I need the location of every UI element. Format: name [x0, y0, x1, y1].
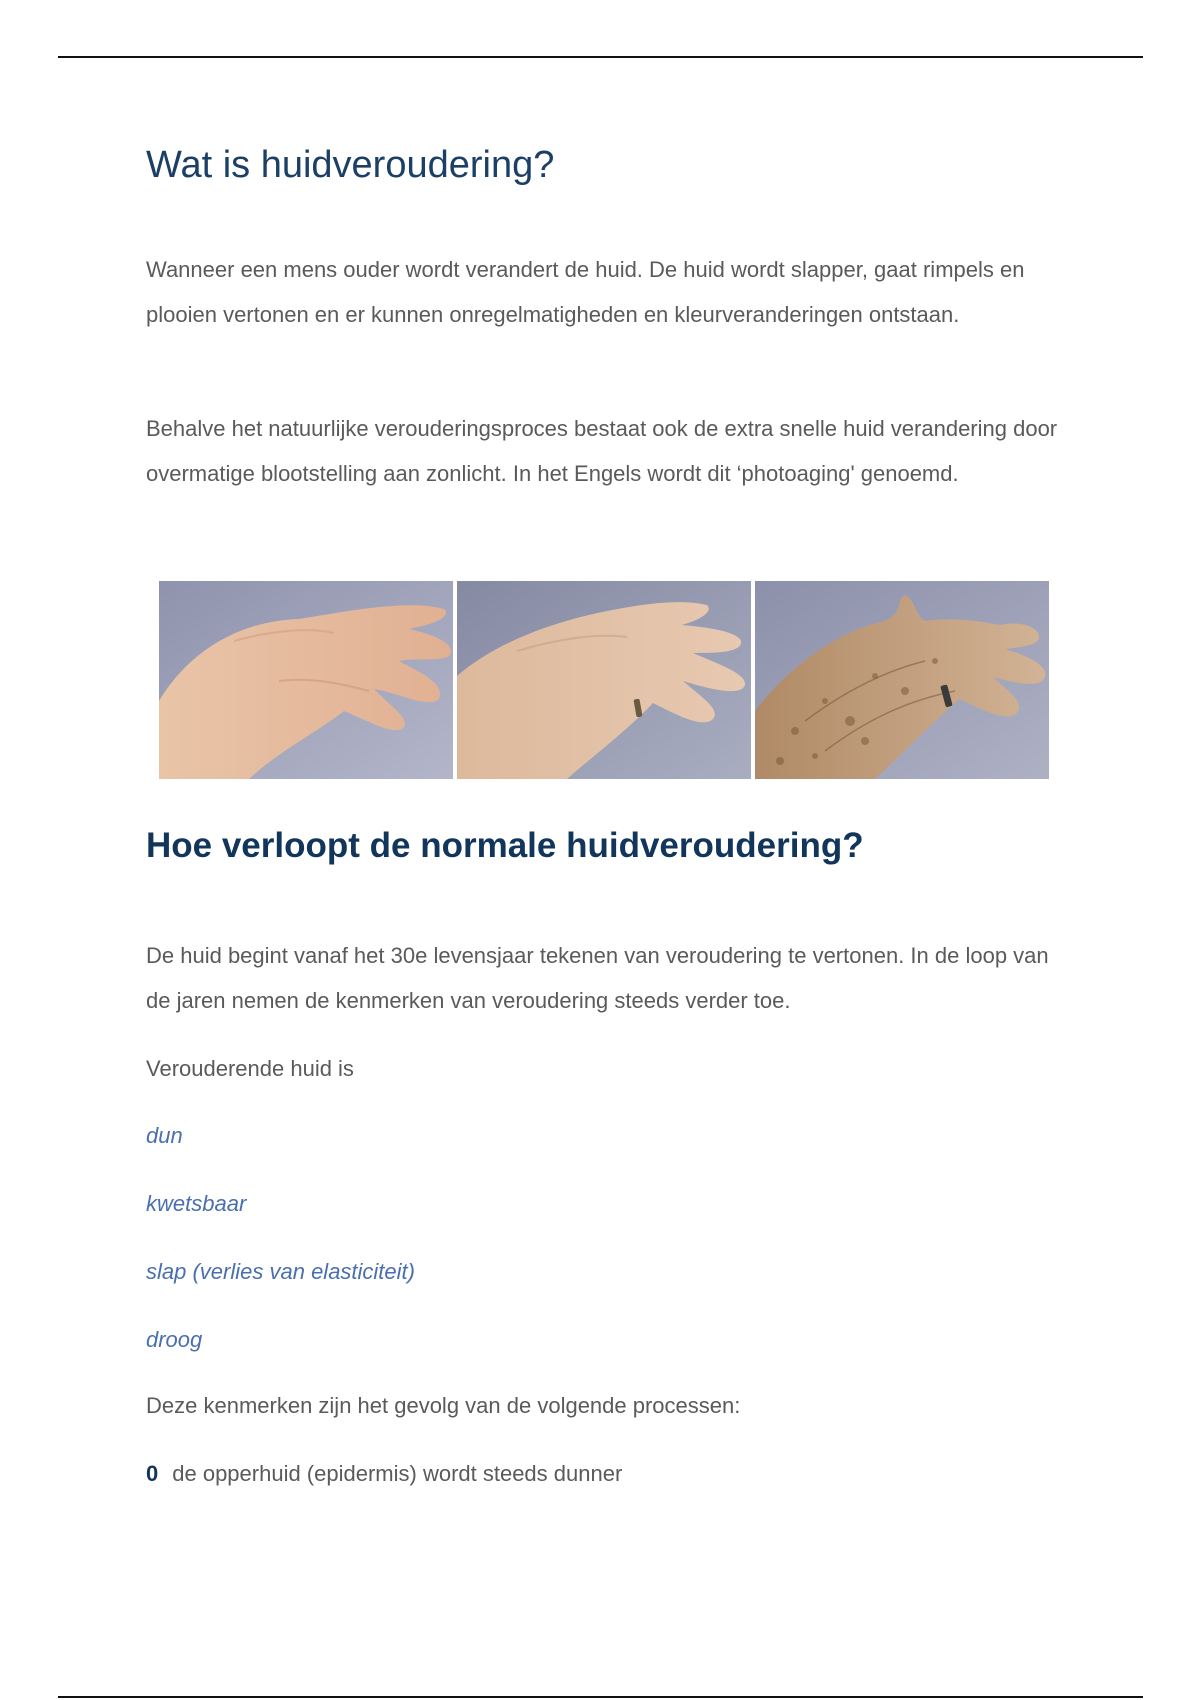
middle-aged-hand-photo — [457, 581, 751, 779]
old-hand-photo — [755, 581, 1049, 779]
characteristic-item: droog — [146, 1327, 203, 1352]
intro-paragraph: Wanneer een mens ouder wordt verandert de huid. De huid wordt slapper, gaat rimpels en plooien vertonen en er kunnen onregelmatigheden en kleurveranderingen ontstaan. — [146, 257, 1025, 327]
characteristic-item: dun — [146, 1123, 183, 1148]
page-title: Wat is huidveroudering? — [146, 144, 555, 186]
characteristics-intro: Verouderende huid is — [146, 1056, 354, 1081]
processes-intro: Deze kenmerken zijn het gevolg van de volgende processen: — [146, 1393, 741, 1418]
photoaging-paragraph: Behalve het natuurlijke verouderingsproces bestaat ook de extra snelle huid verandering door overmatige blootstelling aan zonlicht. In het Engels wordt dit ‘photoaging' genoemd. — [146, 416, 1058, 486]
characteristic-item: kwetsbaar — [146, 1191, 247, 1216]
process-text: de opperhuid (epidermis) wordt steeds dunner — [172, 1461, 623, 1486]
process-item — [146, 1451, 622, 1496]
aging-onset-paragraph: De huid begint vanaf het 30e levensjaar tekenen van veroudering te vertonen. In de loop van de jaren nemen de kenmerken van veroudering steeds verder toe. — [146, 943, 1049, 1013]
young-hand-photo — [159, 581, 453, 779]
process-marker: 0 — [146, 1461, 159, 1486]
characteristic-item: slap (verlies van elasticiteit) — [146, 1259, 415, 1284]
top-rule — [58, 56, 1143, 58]
hand-photos — [159, 581, 1049, 779]
section-heading: Hoe verloopt de normale huidveroudering? — [146, 826, 864, 865]
bottom-rule — [58, 1696, 1143, 1698]
